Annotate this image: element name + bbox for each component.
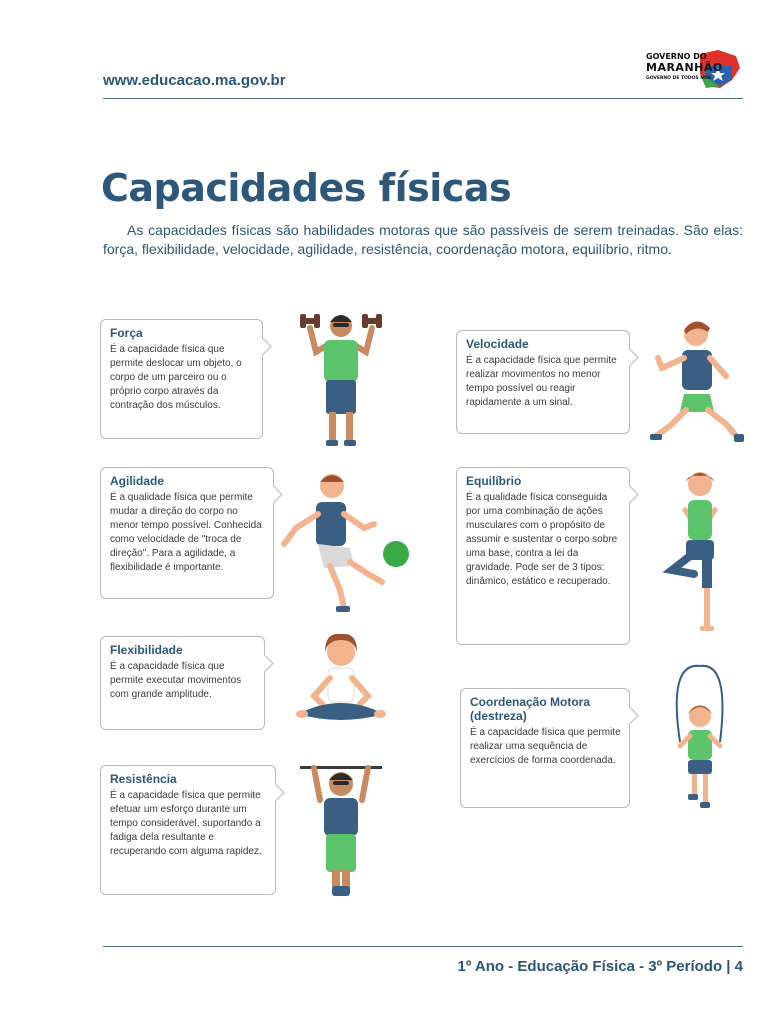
- card-forca: [100, 319, 263, 439]
- government-logo: [640, 46, 744, 92]
- endurance-figure-illustration: [298, 760, 384, 902]
- card-coordenacao-title: Coordenação Motora (destreza): [470, 695, 591, 723]
- card-equilibrio-title: Equilíbrio: [466, 474, 522, 488]
- card-resistencia: [100, 765, 276, 895]
- speed-figure-illustration: [650, 318, 746, 450]
- card-coordenacao: [460, 688, 630, 808]
- card-forca-title: Força: [110, 326, 143, 340]
- coordination-figure-illustration: [668, 662, 732, 818]
- balance-figure-illustration: [666, 470, 730, 636]
- card-forca-text: É a capacidade física que permite deslocar um objeto, o corpo de um parceiro ou o próprio corpo através da contração dos músculos.: [110, 344, 242, 411]
- site-url[interactable]: www.educacao.ma.gov.br: [103, 72, 286, 89]
- card-flexibilidade-text: É a capacidade física que permite executar movimentos com grande amplitude.: [110, 661, 242, 700]
- card-resistencia-text: É a capacidade física que permite efetuar um esforço durante um tempo considerável, suportando a fadiga dela resultante e recuperando com alguma rapidez.: [110, 790, 262, 857]
- card-agilidade-title: Agilidade: [110, 474, 165, 488]
- page-title: Capacidades físicas: [101, 166, 512, 210]
- strength-figure-illustration: [296, 308, 386, 450]
- card-velocidade-text: É a capacidade física que permite realizar movimentos no menor tempo possível ou reagir rapidamente a um sinal.: [466, 355, 617, 408]
- flexibility-figure-illustration: [292, 630, 390, 732]
- card-flexibilidade-title: Flexibilidade: [110, 643, 183, 657]
- card-resistencia-title: Resistência: [110, 772, 177, 786]
- card-velocidade-title: Velocidade: [466, 337, 529, 351]
- logo-line-2: MARANHÃO: [646, 61, 723, 74]
- card-equilibrio-text: É a qualidade física conseguida por uma combinação de ações musculares com o propósito de assumir e sustentar o corpo sobre uma base, contra a lei da gravidade. Pode ser de 3 tipos: dinâmico, estático e recuperado.: [466, 492, 618, 587]
- card-velocidade: [456, 330, 630, 434]
- agility-figure-illustration: [278, 470, 414, 616]
- card-coordenacao-text: É a capacidade física que permite realizar uma sequência de exercícios de forma coordenada.: [470, 727, 621, 766]
- footer-divider: [103, 946, 743, 947]
- footer-page-info: 1º Ano - Educação Física - 3º Período | 4: [457, 958, 743, 975]
- intro-paragraph: As capacidades físicas são habilidades motoras que são passíveis de serem treinadas. São elas: força, flexibilidade, velocidade, agilidade, resistência, coordenação motora, equilíbrio, ritmo.: [103, 222, 743, 257]
- card-equilibrio: [456, 467, 630, 645]
- card-flexibilidade: [100, 636, 265, 730]
- logo-line-3: GOVERNO DE TODOS NÓS: [646, 76, 712, 81]
- card-agilidade: [100, 467, 274, 599]
- header-divider: [103, 98, 743, 99]
- logo-line-1: GOVERNO DO: [646, 52, 707, 61]
- card-agilidade-text: É a qualidade física que permite mudar a direção do corpo no menor tempo possível. Conhecida como velocidade de "troca de direção". Para a agilidade, a flexibilidade é importante.: [110, 492, 262, 573]
